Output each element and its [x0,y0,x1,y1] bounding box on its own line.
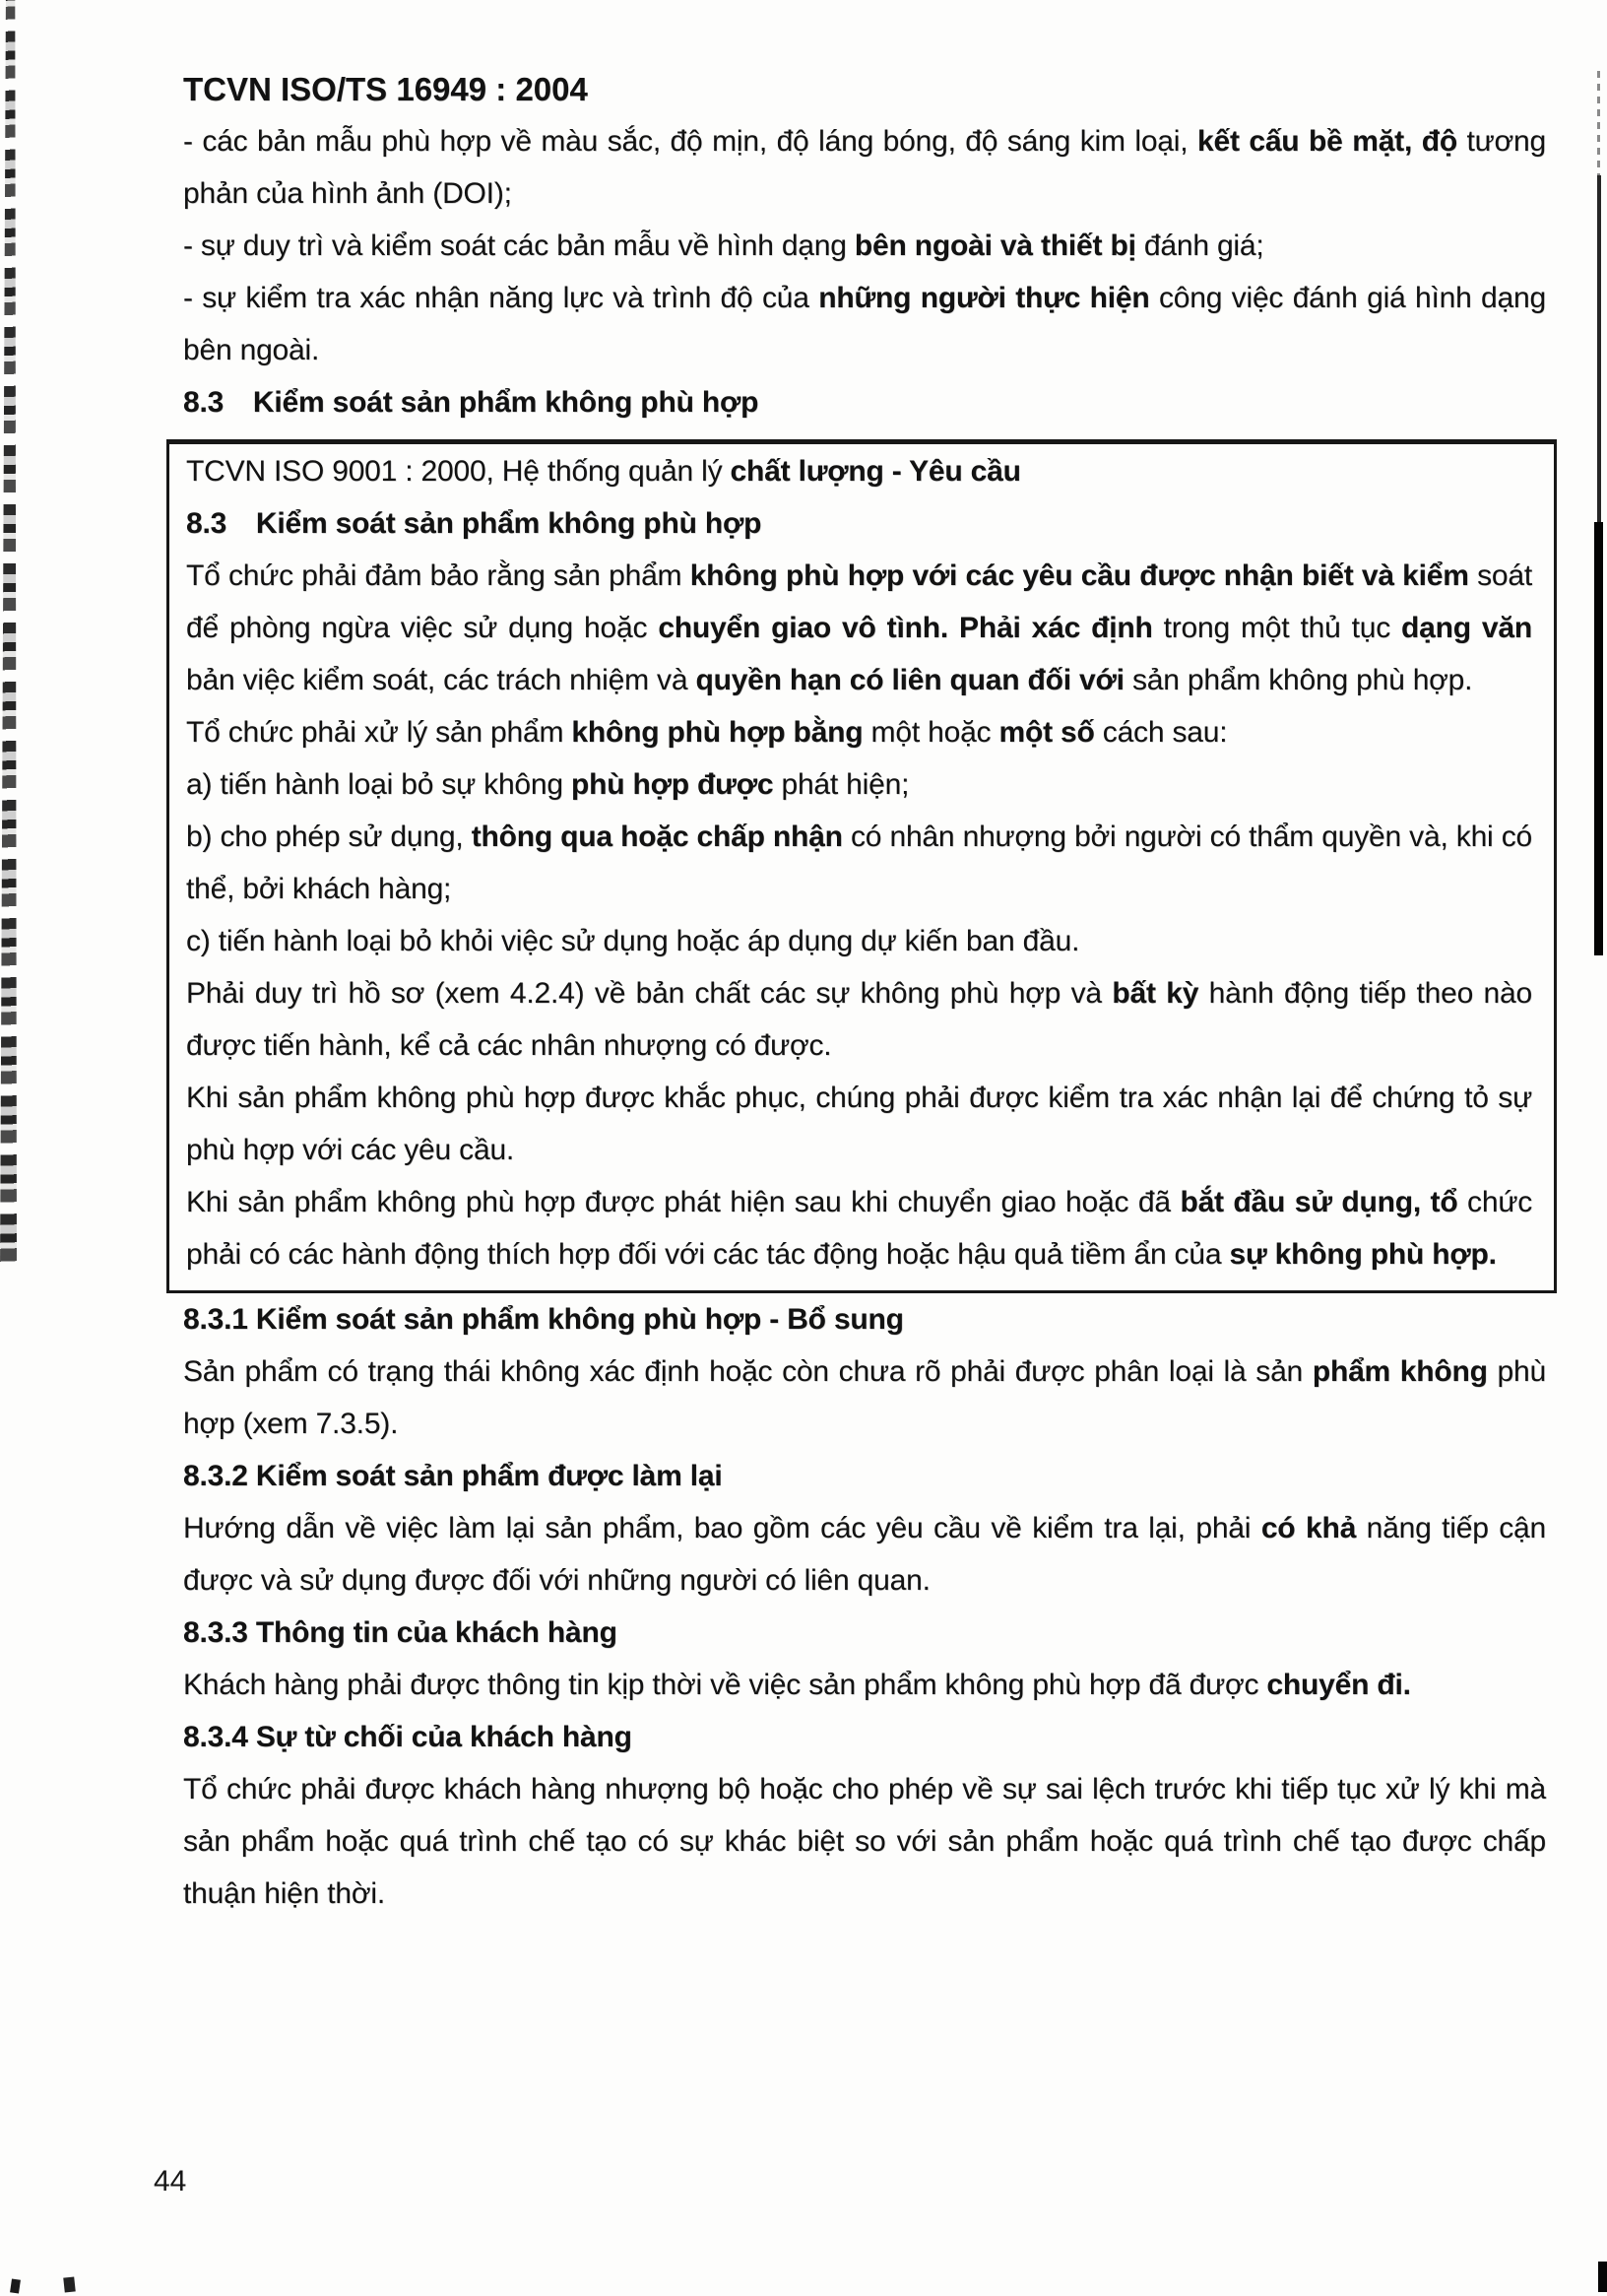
bold-text-run: thông qua hoặc chấp nhận [471,820,843,853]
bullet-masters-maintenance [183,220,1546,272]
bold-text-run: một số [998,716,1095,749]
text-run: a) tiến hành loại bỏ sự không [186,768,572,801]
bold-text-run: 8.3.2 Kiểm soát sản phẩm được làm lại [183,1460,723,1492]
text-run: Tổ chức phải được khách hàng nhượng bộ hoặc cho phép về sự sai lệch trước khi tiếp tục xử lý khi mà sản phẩm hoặc quá trình chế tạo có sự khác biệt so với sản phẩm hoặc quá trình chế tạo được chấp thuận hiện thời. [183,1773,1546,1910]
heading-8-3-2 [183,1450,1546,1502]
bold-text-run: 8.3.1 Kiểm soát sản phẩm không phù hợp - Bổ sung [183,1303,904,1336]
text-run: công việc đánh giá hình dạng bên ngoài. [183,282,1546,366]
text-run: tương phản của hình ảnh (DOI); [183,125,1547,210]
bold-text-run: chuyển giao vô tình. Phải xác định [658,612,1153,644]
text-run: Phải duy trì hồ sơ (xem 4.2.4) về bản chất các sự không phù hợp và [186,977,1113,1010]
bold-text-run: có khả [1260,1512,1357,1544]
text-run: đánh giá; [1135,230,1264,262]
page-header: TCVN ISO/TS 16949 : 2004 [183,71,588,107]
text-run: cách sau: [1094,716,1228,749]
scan-artifact-left-edge [0,0,17,1273]
bold-text-run: quyền hạn có liên quan đối với [695,664,1125,696]
quote-para-reverification [186,1072,1532,1176]
para-8-3-3 [183,1659,1546,1711]
heading-8-3-3 [183,1607,1546,1659]
bold-text-run: 8.3.4 Sự từ chối của khách hàng [183,1721,632,1753]
text-run: soát để phòng ngừa việc sử dụng hoặc [186,559,1532,644]
text-run: - sự kiểm tra xác nhận năng lực và trình độ của [183,282,819,314]
heading-8-3-4 [183,1711,1546,1763]
iso-9001-quote-box [166,439,1557,1293]
bold-text-run: không phù hợp với các yêu cầu được nhận biết và kiểm [689,559,1469,592]
text-run: chức phải có các hành động thích hợp đối với các tác động hoặc hậu quả tiềm ẩn của [186,1186,1532,1271]
bullet-appearance-masters [183,115,1546,220]
text-run: TCVN ISO 9001 : 2000, Hệ thống quản lý [186,455,731,488]
text-run: phù hợp (xem 7.3.5). [183,1355,1546,1440]
bold-text-run: bắt đầu sử dụng, tổ [1180,1186,1458,1218]
document-body [183,115,1546,1920]
quote-item-c [186,915,1532,967]
quote-para-records [186,967,1532,1072]
bold-text-run: chuyển đi. [1266,1669,1411,1701]
heading-8-3-1 [183,1293,1546,1345]
scan-artifact-bottom-mark [10,2278,21,2293]
bold-text-run: 8.3 Kiểm soát sản phẩm không phù hợp [186,507,762,540]
scan-artifact-right-line-mid [1597,175,1601,522]
bold-text-run: 8.3 Kiểm soát sản phẩm không phù hợp [183,386,759,419]
text-run: năng tiếp cận được và sử dụng được đối với những người có liên quan. [183,1512,1547,1597]
scan-artifact-corner-mark [1598,2262,1607,2292]
bold-text-run: bên ngoài và thiết bị [854,230,1136,262]
text-run: phát hiện; [773,768,910,801]
para-8-3-1 [183,1345,1546,1450]
bold-text-run: dạng văn [1401,612,1532,644]
text-run: sản phẩm không phù hợp. [1124,664,1473,696]
quote-item-b [186,811,1532,915]
text-run: Tổ chức phải xử lý sản phẩm [186,716,572,749]
text-run: - sự duy trì và kiểm soát các bản mẫu về hình dạng [183,230,855,262]
text-run: Sản phẩm có trạng thái không xác định hoặc còn chưa rõ phải được phân loại là sản [183,1355,1313,1388]
text-run: Khi sản phẩm không phù hợp được phát hiện sau khi chuyển giao hoặc đã [186,1186,1181,1218]
bold-text-run: 8.3.3 Thông tin của khách hàng [183,1616,617,1649]
para-8-3-2 [183,1502,1546,1607]
text-run: - các bản mẫu phù hợp về màu sắc, độ mịn, độ láng bóng, độ sáng kim loại, [183,125,1197,158]
scan-artifact-right-line-thick [1594,522,1603,955]
bold-text-run: phẩm không [1312,1355,1488,1388]
bullet-personnel-verification [183,272,1546,376]
text-run: Tổ chức phải đảm bảo rằng sản phẩm [186,559,690,592]
quote-source-title [186,445,1532,497]
text-run: trong một thủ tục [1152,612,1402,644]
bold-text-run: chất lượng - Yêu cầu [730,455,1021,488]
bold-text-run: kết cấu bề mặt, độ [1196,125,1457,158]
text-run: hành động tiếp theo nào được tiến hành, kể cả các nhân nhượng có được. [186,977,1532,1062]
bold-text-run: những người thực hiện [818,282,1150,314]
quote-item-a [186,758,1532,811]
text-run: b) cho phép sử dụng, [186,820,472,853]
quote-heading-8-3 [186,497,1532,550]
text-run: một hoặc [863,716,999,749]
para-8-3-4 [183,1763,1546,1920]
heading-8-3 [183,376,1546,428]
quote-para-disposition [186,706,1532,758]
bold-text-run: không phù hợp bằng [571,716,864,749]
quote-para-after-delivery [186,1176,1532,1280]
text-run: Khi sản phẩm không phù hợp được khắc phục, chúng phải được kiểm tra xác nhận lại để chứng tỏ sự phù hợp với các yêu cầu. [186,1082,1532,1166]
bold-text-run: bất kỳ [1112,977,1199,1010]
text-run: có nhân nhượng bởi người có thẩm quyền và, khi có thể, bởi khách hàng; [186,820,1532,905]
bold-text-run: phù hợp được [571,768,774,801]
text-run: Hướng dẫn về việc làm lại sản phẩm, bao gồm các yêu cầu về kiểm tra lại, phải [183,1512,1261,1544]
text-run: Khách hàng phải được thông tin kịp thời về việc sản phẩm không phù hợp đã được [183,1669,1267,1701]
text-run: c) tiến hành loại bỏ khỏi việc sử dụng hoặc áp dụng dự kiến ban đầu. [186,925,1080,957]
scan-artifact-bottom-mark [63,2276,76,2292]
document-content [183,63,1546,1920]
quote-para-control [186,550,1532,706]
text-run: bản việc kiểm soát, các trách nhiệm và [186,664,696,696]
bold-text-run: sự không phù hợp. [1229,1238,1497,1271]
page-number: 44 [154,2165,187,2198]
scan-artifact-right-line-faint [1597,71,1600,175]
